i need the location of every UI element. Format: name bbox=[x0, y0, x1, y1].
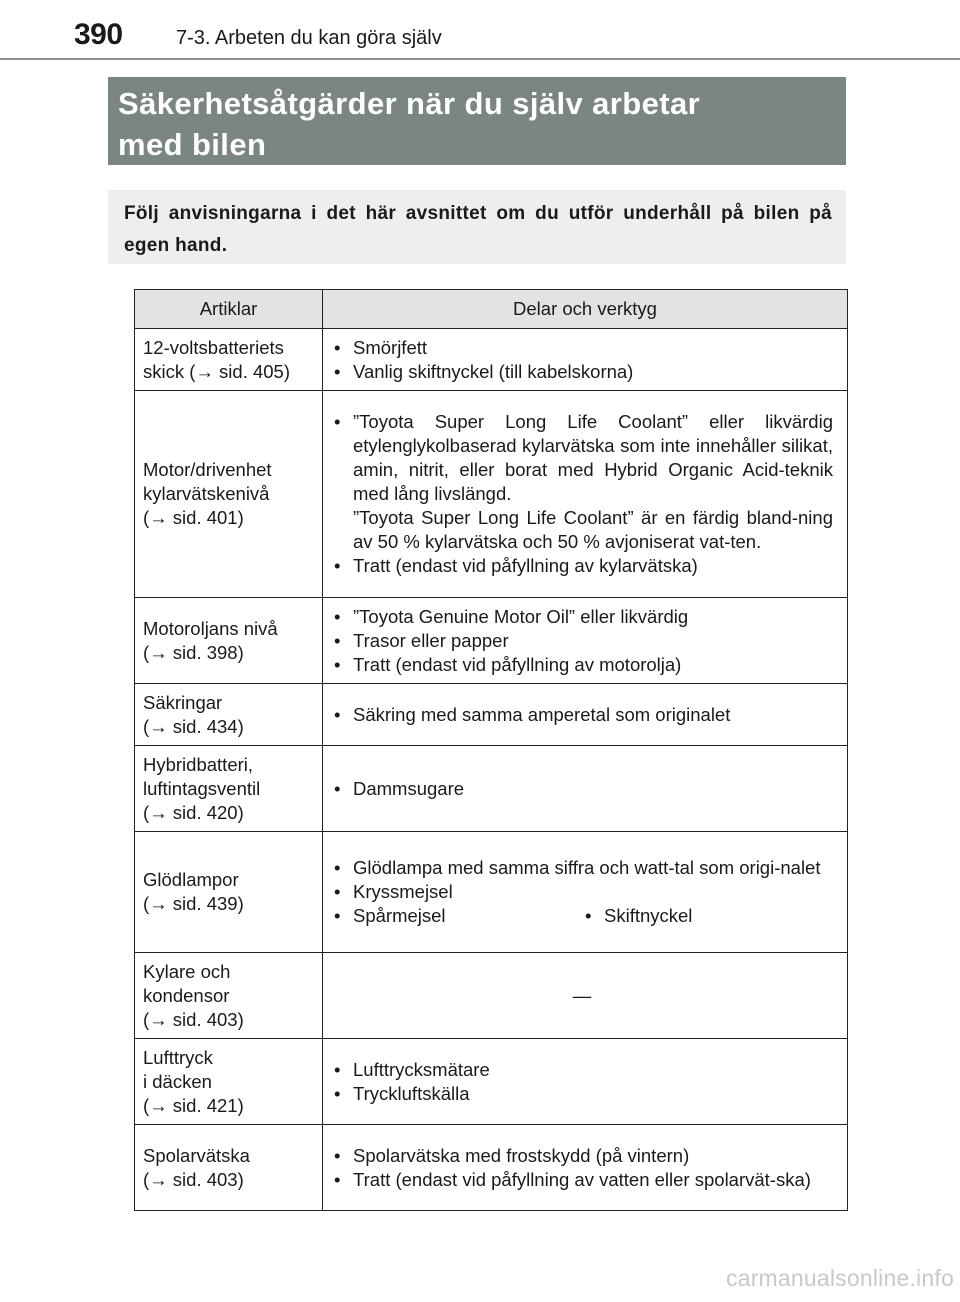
item-line: Lufttryck bbox=[143, 1046, 213, 1068]
section-title bbox=[108, 77, 846, 165]
table-row bbox=[135, 1039, 848, 1125]
table-row bbox=[135, 329, 848, 391]
item-line: Hybridbatteri, bbox=[143, 753, 254, 775]
tools-cell bbox=[323, 1125, 848, 1211]
item-line: (→ sid. 420) bbox=[143, 801, 244, 823]
section-title-line-1: Säkerhetsåtgärder när du själv arbetar bbox=[118, 86, 701, 121]
tools-cell bbox=[323, 329, 848, 391]
tool-list-item: • Smörjfett bbox=[331, 336, 833, 360]
table-header-row bbox=[135, 290, 848, 329]
tools-cell bbox=[323, 1039, 848, 1125]
item-line: Motor/drivenhet bbox=[143, 459, 272, 480]
table-row bbox=[135, 598, 848, 684]
table-row bbox=[135, 832, 848, 953]
intro-text: Följ anvisningarna i det här avsnittet om du utför underhåll på bilen på egen hand. bbox=[124, 203, 832, 256]
intro-box bbox=[108, 190, 846, 264]
tool-list-item: • Säkring med samma amperetal som originalet bbox=[331, 703, 833, 727]
parts-table bbox=[134, 289, 848, 1211]
tool-list-item: • ”Toyota Genuine Motor Oil” eller likvärdig bbox=[331, 605, 833, 629]
tools-cell bbox=[323, 598, 848, 684]
tool-list-item: • Dammsugare bbox=[331, 777, 833, 801]
item-line: (→ sid. 398) bbox=[143, 641, 244, 663]
tools-cell bbox=[323, 953, 848, 1039]
item-line: Glödlampor bbox=[143, 869, 239, 890]
item-line: luftintagsventil bbox=[143, 777, 261, 799]
item-line: 12-voltsbatteriets bbox=[143, 336, 284, 358]
item-cell bbox=[135, 746, 323, 832]
column-header-items: Artiklar bbox=[135, 290, 323, 329]
item-line: Spolarvätska bbox=[143, 1144, 250, 1166]
coolant-note: ”Toyota Super Long Life Coolant” är en färdig bland-ning av 50 % kylarvätska och 50 % avjoniserat vat-ten. bbox=[353, 507, 833, 552]
page-header bbox=[0, 0, 960, 64]
column-header-tools: Delar och verktyg bbox=[323, 290, 848, 329]
tool-list-item: • Vanlig skiftnyckel (till kabelskorna) bbox=[331, 360, 833, 384]
item-line: kondensor bbox=[143, 984, 230, 1006]
tool-list-item: • Kryssmejsel bbox=[331, 880, 833, 904]
tools-cell bbox=[323, 746, 848, 832]
tool-list-item: • Spårmejsel bbox=[331, 904, 582, 928]
item-line: (→ sid. 401) bbox=[143, 507, 244, 528]
page-number: 390 bbox=[74, 18, 123, 51]
item-line: (→ sid. 421) bbox=[143, 1094, 244, 1116]
tool-list-item: • Tratt (endast vid påfyllning av motorolja) bbox=[331, 653, 833, 677]
tool-list-item: • Tratt (endast vid påfyllning av vatten eller spolarvät-ska) bbox=[331, 1168, 833, 1192]
item-cell bbox=[135, 832, 323, 953]
item-line: skick (→ sid. 405) bbox=[143, 360, 291, 382]
tools-cell bbox=[323, 391, 848, 598]
item-line: (→ sid. 403) bbox=[143, 1008, 244, 1030]
table-row bbox=[135, 746, 848, 832]
tool-list-item: • Tryckluftskälla bbox=[331, 1082, 833, 1106]
item-line: Säkringar bbox=[143, 691, 223, 713]
item-cell bbox=[135, 953, 323, 1039]
table-row bbox=[135, 391, 848, 598]
table-row bbox=[135, 684, 848, 746]
tool-list-item bbox=[331, 410, 833, 554]
table-row bbox=[135, 1125, 848, 1211]
tool-list-item: • Skiftnyckel bbox=[582, 904, 833, 928]
header-divider bbox=[0, 58, 960, 60]
item-cell bbox=[135, 684, 323, 746]
item-line: kylarvätskenivå bbox=[143, 483, 270, 504]
tools-cell bbox=[323, 832, 848, 953]
item-line: (→ sid. 403) bbox=[143, 1168, 244, 1190]
tools-cell bbox=[323, 684, 848, 746]
item-line: (→ sid. 439) bbox=[143, 893, 244, 914]
no-tools-dash: — bbox=[572, 984, 592, 1006]
watermark: carmanualsonline.info bbox=[726, 1265, 954, 1291]
section-title-line-2: med bilen bbox=[118, 127, 267, 162]
item-cell bbox=[135, 1039, 323, 1125]
chapter-title: 7-3. Arbeten du kan göra själv bbox=[176, 27, 442, 49]
item-cell bbox=[135, 391, 323, 598]
item-cell bbox=[135, 1125, 323, 1211]
table-row bbox=[135, 953, 848, 1039]
item-line: Motoroljans nivå bbox=[143, 617, 278, 639]
item-line: Kylare och bbox=[143, 960, 231, 982]
tool-list-item: • Spolarvätska med frostskydd (på vintern) bbox=[331, 1144, 833, 1168]
tool-text: • ”Toyota Super Long Life Coolant” eller likvärdig etylenglykolbaserad kylarvätska som inte innehåller silikat, amin, nitrit, eller borat med Hybrid Organic Acid-teknik med lång livslängd. bbox=[353, 411, 833, 504]
tool-list-item: • Trasor eller papper bbox=[331, 629, 833, 653]
tool-list-item: • Lufttrycksmätare bbox=[331, 1058, 833, 1082]
tool-list-item: • Glödlampa med samma siffra och watt-tal som origi-nalet bbox=[331, 856, 833, 880]
item-cell bbox=[135, 598, 323, 684]
item-line: (→ sid. 434) bbox=[143, 715, 244, 737]
item-line: i däcken bbox=[143, 1070, 212, 1092]
tool-list-item: • Tratt (endast vid påfyllning av kylarvätska) bbox=[331, 554, 833, 578]
item-cell bbox=[135, 329, 323, 391]
